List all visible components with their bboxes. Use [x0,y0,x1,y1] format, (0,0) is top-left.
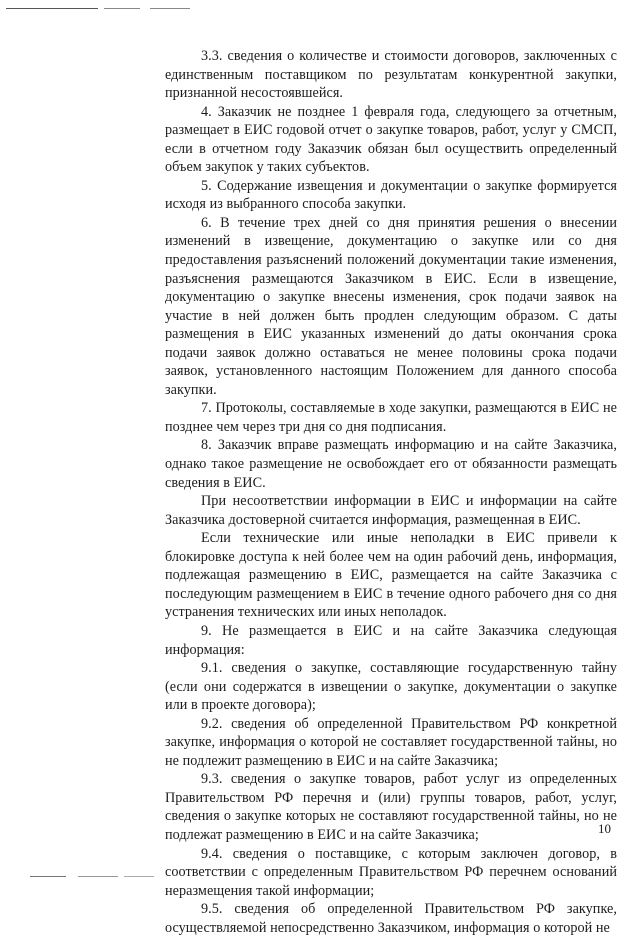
scan-artifact-bottom [124,876,154,877]
paragraph-7: 7. Протоколы, составляемые в ходе закупки, размещаются в ЕИС не позднее чем через три дня со дня подписания. [165,400,617,435]
paragraph-9-5: 9.5. сведения об определенной Правительством РФ закупке, осуществляемой непосредственно Заказчиком, информация о которой не [165,901,617,936]
paragraph-9-1: 9.1. сведения о закупке, составляющие государственную тайну (если они содержатся в извещении о закупке, документации о закупке или в проекте договора); [165,660,617,714]
paragraph-9-4: 9.4. сведения о поставщике, с которым заключен договор, в соответствии с определенным Правительством РФ перечнем оснований неразмещения такой информации; [165,845,617,899]
page-number: 10 [598,821,611,836]
paragraph-3-3: 3.3. сведения о количестве и стоимости договоров, заключенных с единственным поставщиком по результатам конкурентной закупки, признанной несостоявшейся. [165,48,617,102]
paragraph-8-mismatch: При несоответствии информации в ЕИС и информации на сайте Заказчика достоверной считается информация, размещенная в ЕИС. [165,493,617,528]
paragraph-4: 4. Заказчик не позднее 1 февраля года, следующего за отчетным, размещает в ЕИС годовой отчет о закупке товаров, работ, услуг у СМСП, если в отчетном году Заказчик обязан был осуществить определенный объем закупок у таких субъектов. [165,103,617,176]
paragraph-8: 8. Заказчик вправе размещать информацию и на сайте Заказчика, однако такое размещение не освобождает его от обязанности размещать сведения в ЕИС. [165,437,617,491]
paragraph-9: 9. Не размещается в ЕИС и на сайте Заказчика следующая информация: [165,622,617,658]
scan-artifact-top [150,8,190,9]
scan-artifact-bottom [78,876,118,877]
paragraph-6: 6. В течение трех дней со дня принятия решения о внесении изменений в извещение, документацию о закупке или со дня предоставления разъяснений положений документации такие изменения, разъяснения размещаются Заказчиком в ЕИС. Если в извещение, документацию о закупке внесены изменения, срок подачи заявок на участие в ней должен быть продлен следующим образом. С даты размещения в ЕИС указанных изменений до даты окончания срока подачи заявок должно оставаться не менее половины срока подачи заявок, установленного настоящим Положением для данного способа закупки. [165,214,617,398]
scan-artifact-top [6,8,98,9]
paragraph-5: 5. Содержание извещения и документации о закупке формируется исходя из выбранного способа закупки. [165,177,617,213]
paragraph-9-3: 9.3. сведения о закупке товаров, работ услуг из определенных Правительством РФ перечня и (или) группы товаров, работ, услуг, сведения о закупке которых не составляют государственной тайны, но не подлежат размещению в ЕИС и на сайте Заказчика; [165,771,617,843]
scan-artifact-top [104,8,140,9]
paragraph-8-outage: Если технические или иные неполадки в ЕИС привели к блокировке доступа к ней более чем на один рабочий день, информация, подлежащая размещению в ЕИС, размещается на сайте Заказчика с последующим размещением в ЕИС в течение одного рабочего дня со дня устранения технических или иных неполадок. [165,530,617,621]
scan-artifact-bottom [30,876,66,877]
document-body [165,47,617,937]
paragraph-9-2: 9.2. сведения об определенной Правительством РФ конкретной закупке, информация о которой не составляет государственной тайны, но не подлежит размещению в ЕИС и на сайте Заказчика; [165,715,617,769]
